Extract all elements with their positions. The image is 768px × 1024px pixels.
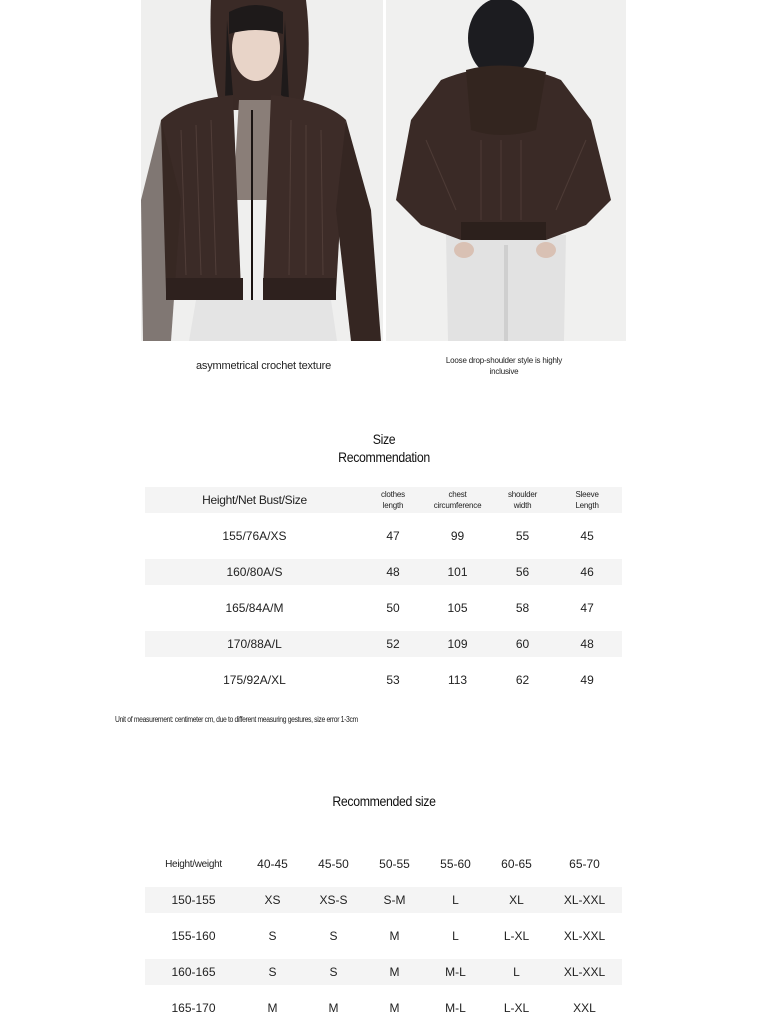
header-clothes-length: clothes length bbox=[381, 490, 405, 510]
caption-right bbox=[444, 355, 564, 377]
row-size: 170/88A/L bbox=[227, 637, 282, 651]
header-size: Height/Net Bust/Size bbox=[202, 493, 307, 507]
header-weight: 40-45 bbox=[257, 857, 288, 871]
size-title-line2: Recommendation bbox=[338, 449, 430, 465]
row-chest: 113 bbox=[447, 673, 468, 687]
row-length: 50 bbox=[386, 601, 400, 615]
measurement-note: Unit of measurement: centimeter cm, due to different measuring gestures, size error 1-3cm bbox=[115, 715, 358, 724]
table-row bbox=[145, 887, 622, 913]
row-size-cell: L bbox=[452, 929, 459, 943]
row-size-cell: M-L bbox=[445, 1001, 466, 1015]
table-row bbox=[145, 667, 622, 693]
row-size: 175/92A/XL bbox=[223, 673, 286, 687]
row-size-cell: L bbox=[452, 893, 459, 907]
row-sleeve: 48 bbox=[580, 637, 594, 651]
row-size-cell: L-XL bbox=[503, 929, 530, 943]
row-shoulder: 55 bbox=[515, 529, 530, 543]
recommended-header-row bbox=[145, 851, 622, 877]
recommended-size-title: Recommended size bbox=[332, 793, 436, 809]
table-row bbox=[145, 595, 622, 621]
caption-left bbox=[141, 360, 386, 372]
row-size: 160/80A/S bbox=[226, 565, 283, 579]
row-size-cell: M bbox=[328, 1001, 339, 1015]
row-size-cell: XL-XXL bbox=[563, 929, 606, 943]
product-photo-front bbox=[141, 0, 383, 341]
table-row bbox=[145, 631, 622, 657]
row-size-cell: XS-S bbox=[319, 893, 348, 907]
row-size: 155/76A/XS bbox=[222, 529, 287, 543]
row-size-cell: S bbox=[268, 965, 277, 979]
row-chest: 101 bbox=[447, 565, 468, 579]
row-size-cell: M bbox=[267, 1001, 278, 1015]
table-row bbox=[145, 923, 622, 949]
row-size: 165/84A/M bbox=[225, 601, 284, 615]
size-recommendation-title bbox=[46, 430, 722, 466]
row-size-cell: M bbox=[389, 929, 400, 943]
table-row bbox=[145, 959, 622, 985]
row-size-cell: S-M bbox=[383, 893, 406, 907]
header-weight: 55-60 bbox=[440, 857, 471, 871]
row-sleeve: 46 bbox=[580, 565, 594, 579]
row-size-cell: S bbox=[268, 929, 277, 943]
row-sleeve: 47 bbox=[580, 601, 594, 615]
header-weight: 50-55 bbox=[379, 857, 410, 871]
row-size-cell: L-XL bbox=[503, 1001, 530, 1015]
row-size-cell: M bbox=[389, 1001, 400, 1015]
recommended-size-table bbox=[145, 851, 622, 1021]
header-weight: 60-65 bbox=[501, 857, 532, 871]
row-sleeve: 49 bbox=[580, 673, 594, 687]
row-size-cell: M bbox=[389, 965, 400, 979]
row-size-cell: XL-XXL bbox=[563, 965, 606, 979]
header-shoulder: shoulder width bbox=[508, 490, 538, 510]
caption-right-text: Loose drop-shoulder style is highly inclusive bbox=[445, 356, 563, 376]
row-height: 160-165 bbox=[171, 965, 216, 979]
size-table-header-row bbox=[145, 487, 622, 513]
model-front-illustration bbox=[141, 0, 383, 341]
row-chest: 109 bbox=[447, 637, 468, 651]
row-size-cell: S bbox=[329, 965, 338, 979]
row-size-cell: M-L bbox=[445, 965, 466, 979]
header-height-weight: Height/weight bbox=[165, 858, 222, 870]
size-recommendation-table bbox=[145, 487, 622, 693]
row-size-cell: XL-XXL bbox=[563, 893, 606, 907]
row-shoulder: 62 bbox=[515, 673, 530, 687]
row-height: 150-155 bbox=[171, 893, 216, 907]
row-shoulder: 58 bbox=[515, 601, 530, 615]
row-shoulder: 56 bbox=[515, 565, 530, 579]
row-size-cell: XS bbox=[264, 893, 281, 907]
model-back-illustration bbox=[386, 0, 626, 341]
header-weight: 65-70 bbox=[569, 857, 600, 871]
table-row bbox=[145, 559, 622, 585]
row-length: 47 bbox=[386, 529, 400, 543]
row-chest: 105 bbox=[447, 601, 468, 615]
row-size-cell: S bbox=[329, 929, 338, 943]
header-weight: 45-50 bbox=[318, 857, 349, 871]
row-size-cell: XXL bbox=[573, 1001, 596, 1015]
row-shoulder: 60 bbox=[515, 637, 530, 651]
size-title-line1: Size bbox=[372, 431, 396, 447]
header-chest: chest circumference bbox=[433, 490, 482, 510]
row-size-cell: L bbox=[513, 965, 520, 979]
product-photo-back bbox=[386, 0, 626, 341]
row-length: 53 bbox=[386, 673, 400, 687]
row-chest: 99 bbox=[450, 529, 465, 543]
table-row bbox=[145, 995, 622, 1021]
row-height: 165-170 bbox=[171, 1001, 216, 1015]
caption-left-text: asymmetrical crochet texture bbox=[196, 360, 331, 372]
row-length: 52 bbox=[386, 637, 400, 651]
header-sleeve: Sleeve Length bbox=[575, 490, 599, 510]
row-sleeve: 45 bbox=[580, 529, 594, 543]
row-height: 155-160 bbox=[171, 929, 216, 943]
row-size-cell: XL bbox=[509, 893, 524, 907]
table-row bbox=[145, 523, 622, 549]
row-length: 48 bbox=[386, 565, 400, 579]
